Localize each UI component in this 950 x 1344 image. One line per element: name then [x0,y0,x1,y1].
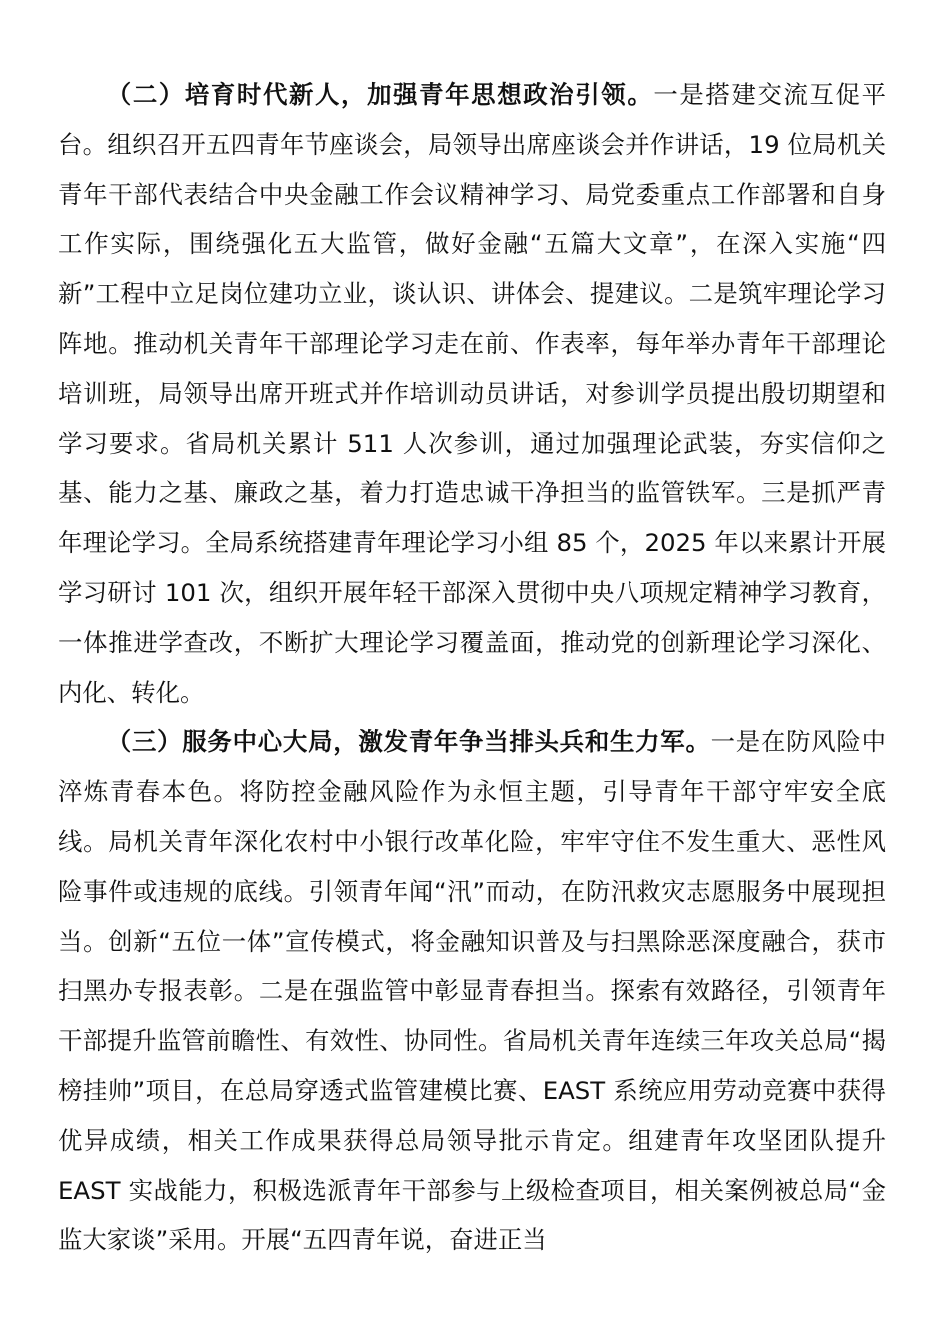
section-2-heading: （二）培育时代新人，加强青年思想政治引领。 [106,80,654,109]
paragraph-section-2 [58,70,886,717]
paragraph-section-3 [58,717,886,1265]
document-page [58,70,886,1265]
section-3-heading: （三）服务中心大局，激发青年争当排头兵和生力军。 [106,727,711,757]
section-2-body: 一是搭建交流互促平台。组织召开五四青年节座谈会，局领导出席座谈会并作讲话，19 位局机关青年干部代表结合中央金融工作会议精神学习、局党委重点工作部署和自身工作实际，围绕强化五大监管，做好金融“五篇大文章”，在深入实施“四新”工程中立足岗位建功立业，谈认识、讲体会、提建议。二是筑牢理论学习阵地。推动机关青年干部理论学习走在前、作表率，每年举办青年干部理论培训班，局领导出席开班式并作培训动员讲话，对参训学员提出殷切期望和学习要求。省局机关累计 511 人次参训，通过加强理论武装，夯实信仰之基、能力之基、廉政之基，着力打造忠诚干净担当的监管铁军。三是抓严青年理论学习。全局系统搭建青年理论学习小组 85 个，2025 年以来累计开展学习研讨 101 次，组织开展年轻干部深入贯彻中央八项规定精神学习教育，一体推进学查改，不断扩大理论学习覆盖面，推动党的创新理论学习深化、内化、转化。 [58,80,886,707]
section-3-body: 一是在防风险中淬炼青春本色。将防控金融风险作为永恒主题，引导青年干部守牢安全底线。局机关青年深化农村中小银行改革化险，牢牢守住不发生重大、恶性风险事件或违规的底线。引领青年闻“汛”而动，在防汛救灾志愿服务中展现担当。创新“五位一体”宣传模式，将金融知识普及与扫黑除恶深度融合，获市扫黑办专报表彰。二是在强监管中彰显青春担当。探索有效路径，引领青年干部提升监管前瞻性、有效性、协同性。省局机关青年连续三年攻关总局“揭榜挂帅”项目，在总局穿透式监管建模比赛、EAST 系统应用劳动竞赛中获得优异成绩，相关工作成果获得总局领导批示肯定。组建青年攻坚团队提升 EAST 实战能力，积极选派青年干部参与上级检查项目，相关案例被总局“金监大家谈”采用。开展“五四青年说，奋进正当 [58,727,886,1255]
